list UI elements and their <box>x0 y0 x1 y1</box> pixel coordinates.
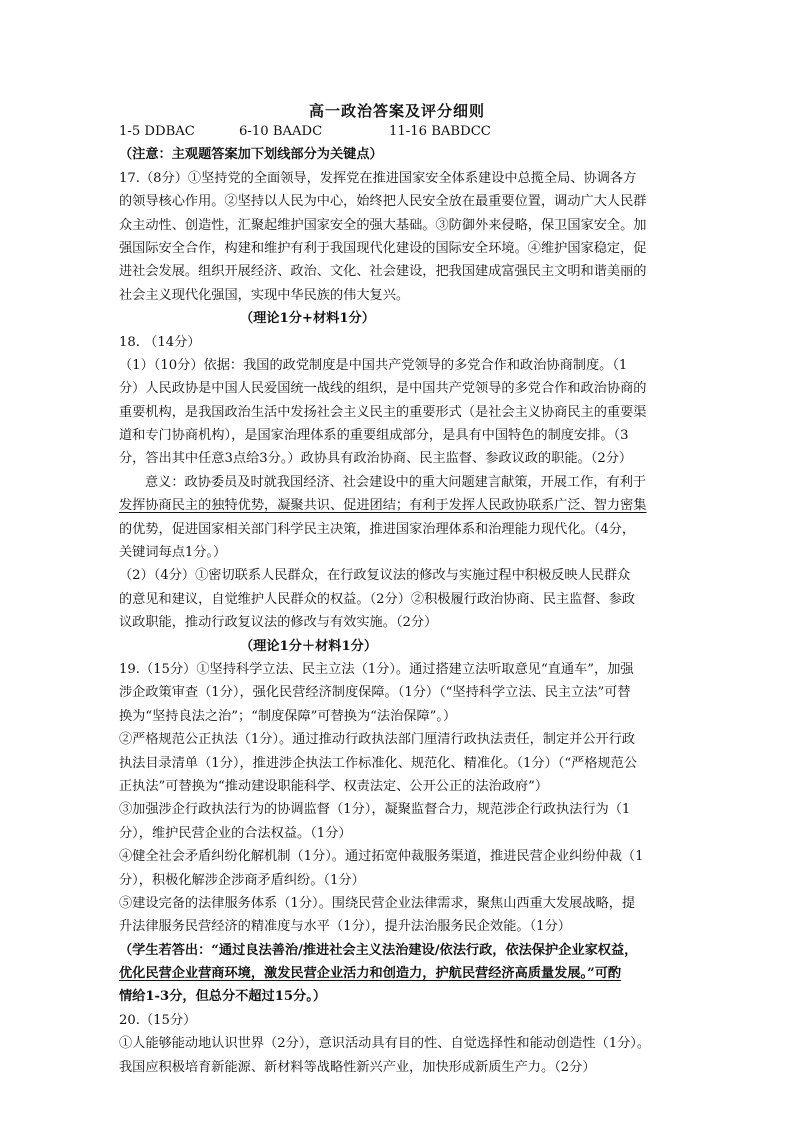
q20-line: ①人能够能动地认识世界（2分），意识活动具有目的性、自觉选择性和能动创造性（1分）。 <box>119 1036 651 1052</box>
q19-line: 分），积极化解涉企涉商矛盾纠纷。（1分） <box>119 872 365 888</box>
q19-bonus-note: 优化民营企业营商环境，激发民营企业活力和创造力，护航民营经济高质量发展。”可酌 <box>119 966 622 982</box>
q19-line: 涉企政策审查（1分），强化民营经济制度保障。（1分）（“坚持科学立法、民主立法”可替 <box>119 685 631 701</box>
q18-line: （1）（10分）依据：我国的政党制度是中国共产党领导的多党合作和政治协商制度。（1 <box>119 357 628 373</box>
mc-answers-1-5: 1-5 DDBAC <box>119 124 195 139</box>
q20-heading: 20.（15分） <box>119 1012 197 1028</box>
q19-bonus-note: （学生若答出：“通过良法善治/推进社会主义法治建设/依法行政，依法保护企业家权益， <box>119 942 638 958</box>
q19-line: 升法律服务民营经济的精准度与水平（1分），提升法治服务民企效能。（1分） <box>119 919 571 935</box>
q17-line: 众主动性、创造性，汇聚起维护国家安全的强大基础。③防御外来侵略，保卫国家安全。加 <box>119 217 647 233</box>
q18-line: 议政职能，推动行政复议法的修改与有效实施。（2分） <box>119 615 438 631</box>
q18-line: 重要机构，是我国政治生活中发扬社会主义民主的重要形式（是社会主义协商民主的重要渠 <box>119 404 647 420</box>
q19-line: ②严格规范公正执法（1分）。通过推动行政执法部门厘清行政执法责任，制定并公开行政 <box>119 732 636 748</box>
mc-answers-6-10: 6-10 BAADC <box>239 124 323 139</box>
q18-heading: 18. （14分） <box>119 334 201 350</box>
q19-line: 换为“坚持良法之治”；“制度保障”可替换为“法治保障”。） <box>119 708 457 724</box>
q17-line: 社会主义现代化强国，实现中华民族的伟大复兴。 <box>119 287 410 303</box>
q18-key-line: 发挥协商民主的独特优势，凝聚共识、促进团结；有利于发挥人民政协联系广泛、智力密集 <box>119 498 647 514</box>
q19-line: ④健全社会矛盾纠纷化解机制（1分）。通过拓宽仲裁服务渠道，推进民营企业纠纷仲裁（1 <box>119 849 644 865</box>
q20-line: 我国应积极培育新能源、新材料等战略性新兴产业，加快形成新质生产力。（2分） <box>119 1059 596 1075</box>
page-title: 高一政治答案及评分细则 <box>308 102 485 120</box>
q19-line: ⑤建设完备的法律服务体系（1分）。围绕民营企业法律需求，聚焦山西重大发展战略，提 <box>119 895 636 911</box>
q19-line: 正执法”可替换为“推动建设职能科学、权责法定、公开公正的法治政府”） <box>119 778 549 794</box>
q18-line: 道和专门协商机构），是国家治理体系的重要组成部分，是具有中国特色的制度安排。（3 <box>119 428 629 444</box>
note-line: （注意：主观题答案加下划线部分为关键点） <box>119 147 383 163</box>
mc-answers-11-16: 11-16 BABDCC <box>389 124 491 139</box>
answer-body <box>119 120 699 1079</box>
q18-line: 意义：政协委员及时就我国经济、社会建设中的重大问题建言献策，开展工作，有利于 <box>145 474 647 490</box>
q19-bonus-note: 情给1-3分，但总分不超过15分。） <box>119 989 327 1005</box>
q18-line: 分，答出其中任意3点给3分。）政协具有政治协商、民主监督、参政议政的职能。（2分） <box>119 451 633 467</box>
q17-line: 的领导核心作用。②坚持以人民为中心，始终把人民安全放在最重要位置，调动广大人民群 <box>119 194 647 210</box>
q17-line: 17.（8分）①坚持党的全面领导，发挥党在推进国家安全体系建设中总揽全局、协调各方 <box>119 170 637 186</box>
q19-line: 分），维护民营企业的合法权益。（1分） <box>119 825 352 841</box>
q17-line: 强国际安全合作，构建和维护有利于我国现代化建设的国际安全环境。④维护国家稳定，促 <box>119 240 647 256</box>
q17-line: 进社会发展。组织开展经济、政治、文化、社会建设，把我国建成富强民主文明和谐美丽的 <box>119 264 647 280</box>
q19-line: ③加强涉企行政执法行为的协调监督（1分），凝聚监督合力，规范涉企行政执法行为（1 <box>119 802 631 818</box>
q18-line: 分）人民政协是中国人民爱国统一战线的组织，是中国共产党领导的多党合作和政治协商的 <box>119 381 647 397</box>
q18-scoring-note: （理论1分＋材料1分） <box>240 638 378 654</box>
multiple-choice-answers <box>119 120 699 143</box>
q19-line: 执法目录清单（1分），推进涉企执法工作标准化、规范化、精准化。（1分）（“严格规范公 <box>119 755 638 771</box>
q19-line: 19.（15分）①坚持科学立法、民主立法（1分）。通过搭建立法听取意见“直通车”，加强 <box>119 661 634 677</box>
q18-key-line: 的优势，促进国家相关部门科学民主决策，推进国家治理体系和治理能力现代化。（4分， <box>119 521 636 537</box>
q18-line: （2）（4分）①密切联系人民群众，在行政复议法的修改与实施过程中积极反映人民群众 <box>119 568 631 584</box>
q17-scoring-note: （理论1分+材料1分） <box>240 311 375 327</box>
q18-line: 的意见和建议，自觉维护人民群众的权益。（2分）②积极履行政治协商、民主监督、参政 <box>119 591 636 607</box>
q18-line: 关键词每点1分。） <box>119 545 227 561</box>
